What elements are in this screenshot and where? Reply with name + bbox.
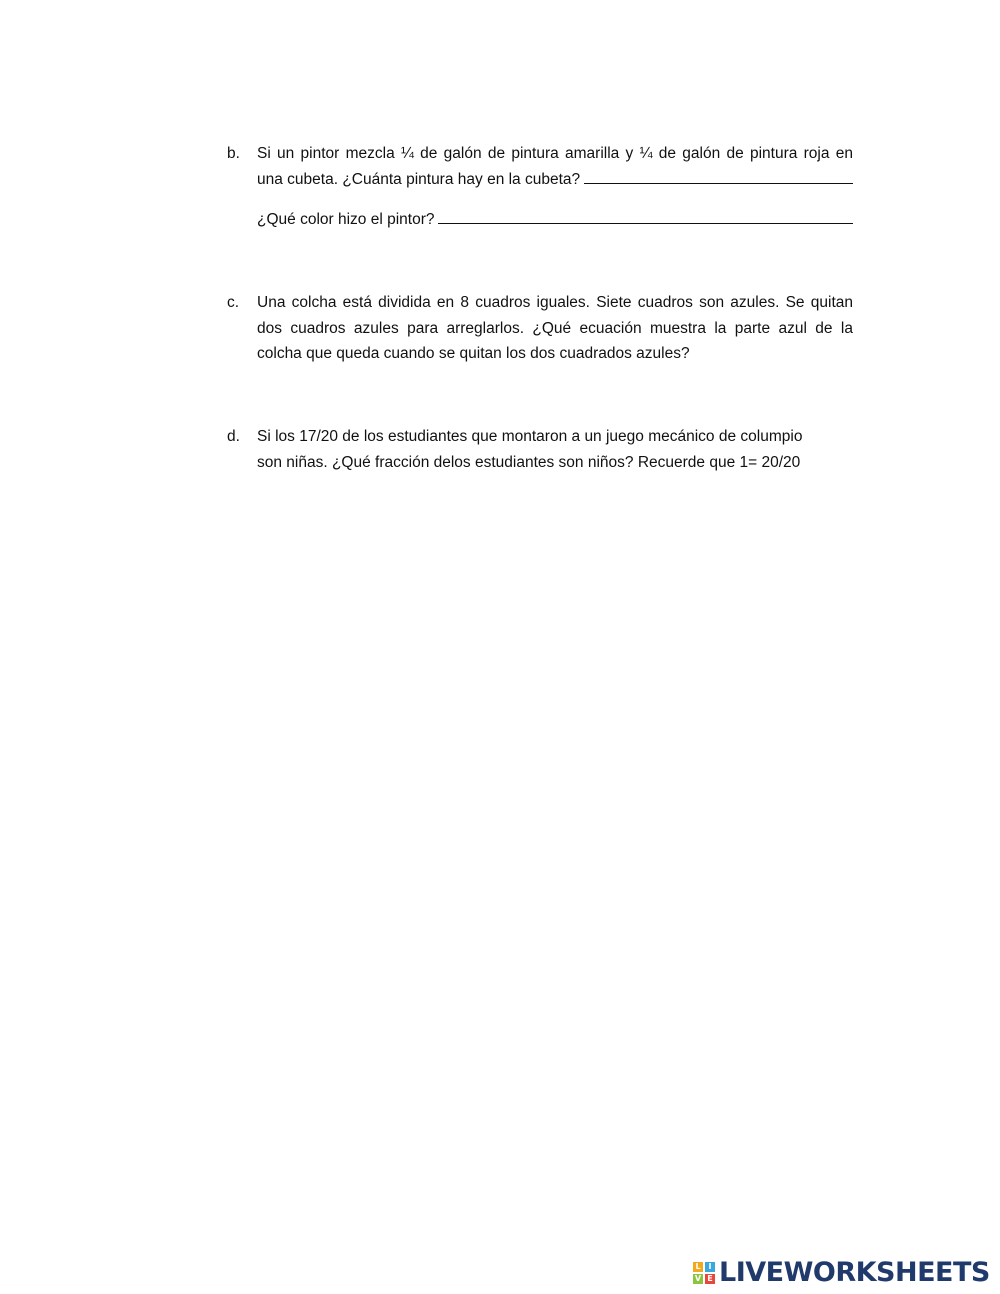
- question-line: Una colcha está dividida en 8 cuadros iguales. Siete cuadros son azules. Se quitan: [257, 294, 853, 311]
- question-text: [257, 141, 853, 192]
- question-line: son niñas. ¿Qué fracción delos estudiantes son niños? Recuerde que 1= 20/20: [257, 453, 801, 471]
- question-line: Si los 17/20 de los estudiantes que montaron a un juego mecánico de columpio: [257, 428, 803, 445]
- question-line: ¿Qué color hizo el pintor?: [257, 211, 435, 228]
- question-marker: c.: [227, 294, 240, 311]
- question-line: Si un pintor mezcla ¼ de galón de pintura amarilla y ¼ de galón de pintura roja en: [257, 145, 853, 162]
- question-line: colcha que queda cuando se quitan los dos cuadrados azules?: [257, 345, 690, 362]
- question-line: una cubeta. ¿Cuánta pintura hay en la cubeta?: [257, 170, 581, 188]
- logo-letter: L: [693, 1262, 703, 1272]
- logo-letter: I: [705, 1262, 715, 1272]
- question-marker: b.: [227, 145, 240, 162]
- answer-row: [257, 167, 853, 193]
- logo-text: LIVEWORKSHEETS: [719, 1257, 990, 1288]
- logo-icon: [693, 1262, 715, 1284]
- liveworksheets-logo: [693, 1257, 990, 1288]
- answer-blank[interactable]: [438, 207, 853, 224]
- question-line: dos cuadros azules para arreglarlos. ¿Qué ecuación muestra la parte azul de la: [257, 319, 853, 337]
- question-marker: d.: [227, 428, 240, 445]
- question-text: [257, 290, 853, 367]
- answer-blank[interactable]: [584, 167, 853, 184]
- logo-letter: E: [705, 1274, 715, 1284]
- question-text: [257, 424, 853, 475]
- answer-row: [257, 207, 853, 233]
- logo-letter: V: [694, 1274, 702, 1283]
